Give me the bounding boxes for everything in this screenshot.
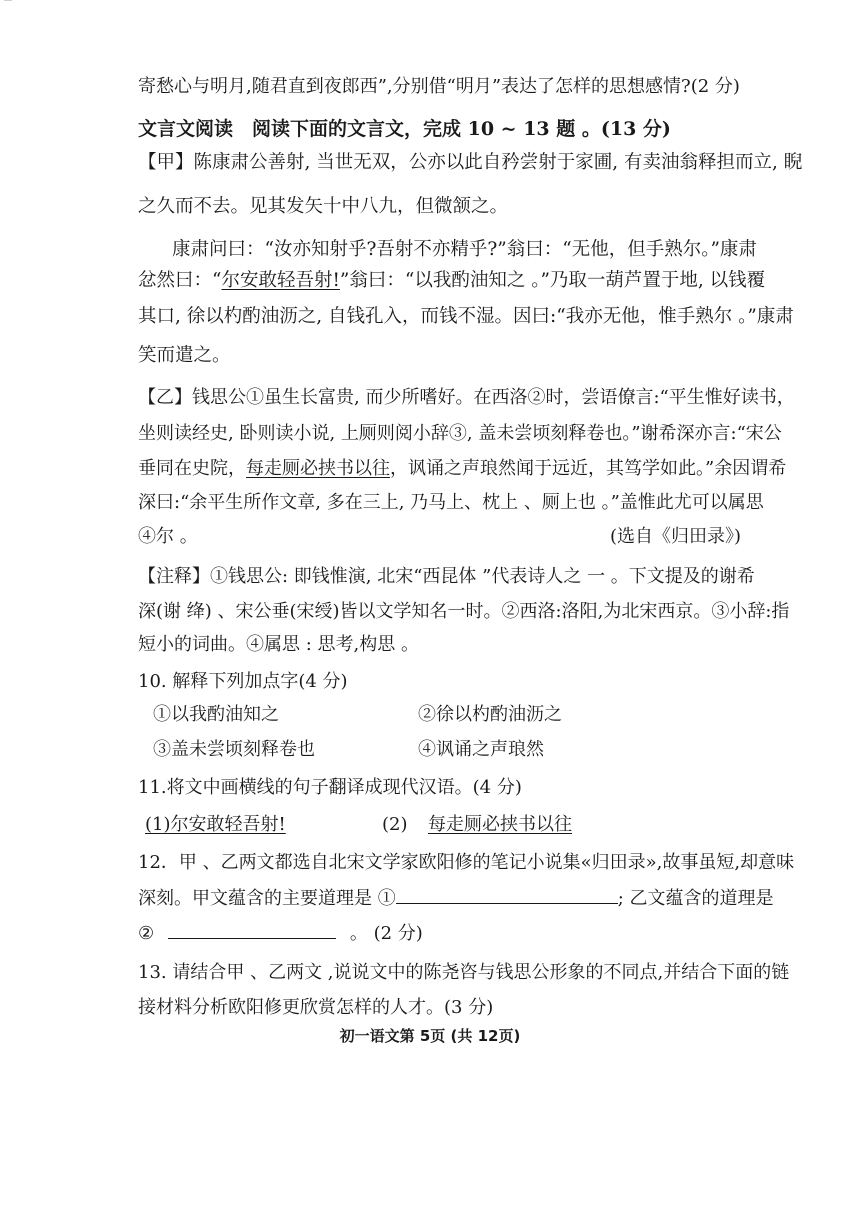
passage-jia-line-6: 笑而遣之。 — [138, 345, 231, 366]
passage-yi-line-2: 坐则读经史, 卧则读小说, 上厕则阅小辞③, 盖未尝顷刻释卷也。”谢希深亦言:“宋公 — [138, 423, 782, 444]
scan-mark — [4, 0, 12, 1]
text-segment: ，讽诵之声琅然闻于远近，其笃学如此。”余因谓希 — [390, 458, 787, 479]
question-13-line-1: 13. 请结合甲 、乙两文 ,说说文中的陈尧咨与钱思公形象的不同点,并结合下面的链 — [138, 962, 790, 983]
passage-yi-line-1: 【乙】钱思公①虽生长富贵, 而少所嗜好。在西洛②时，尝语僚言:“平生惟好读书， — [138, 387, 795, 408]
poem-question-line: 寄愁心与明月,随君直到夜郎西”,分别借“明月”表达了怎样的思想感情?(2 分) — [138, 76, 740, 97]
text-segment: 。 (2 分) — [349, 923, 423, 944]
question-10: 10. 解释下列加点字(4 分) — [138, 671, 348, 692]
question-10-item-2: ②徐以杓酌油沥之 — [418, 704, 562, 725]
question-12-line-2 — [138, 883, 774, 914]
annotation-line-1: 【注释】①钱思公: 即钱惟演, 北宋“西昆体 ”代表诗人之 一 。下文提及的谢希 — [138, 566, 755, 587]
text-segment: 垂同在史院， — [138, 458, 246, 479]
passage-yi-line-4: 深曰:“余平生所作文章, 多在三上, 乃马上、枕上 、厕上也 。”盖惟此尤可以属思 — [138, 492, 764, 513]
question-13-line-2: 接材料分析欧阳修更欣赏怎样的人才。(3 分) — [138, 997, 494, 1018]
question-12-line-1: 12．甲 、乙两文都选自北宋文学家欧阳修的笔记小说集«归田录»,故事虽短,却意味 — [138, 852, 795, 873]
question-10-item-3: ③盖未尝顷刻释卷也 — [153, 739, 315, 760]
passage-jia-line-3: 康肃问曰：“汝亦知射乎?吾射不亦精乎?”翁曰：“无他，但手熟尔。”康肃 — [172, 239, 757, 260]
question-10-item-4: ④讽诵之声琅然 — [418, 739, 544, 760]
answer-blank-1[interactable] — [396, 883, 618, 904]
passage-yi-line-3 — [138, 454, 786, 484]
answer-blank-2[interactable] — [168, 918, 336, 939]
passage-jia-line-4 — [138, 266, 765, 296]
question-11-item-1: (1)尔安敢轻吾射! — [145, 814, 286, 835]
passage-jia-line-2: 之久而不去。见其发矢十中八九，但微颔之。 — [138, 196, 509, 217]
section-heading: 文言文阅读 阅读下面的文言文，完成 10 ~ 13 题 。(13 分) — [138, 118, 671, 140]
text-segment: ② — [138, 923, 155, 944]
passage-yi-line-5: ④尔 。 — [138, 526, 198, 547]
underlined-sentence-2: 每走厕必挟书以往 — [246, 458, 390, 479]
question-11: 11.将文中画横线的句子翻译成现代汉语。(4 分) — [138, 777, 522, 798]
question-12-line-3 — [138, 918, 423, 949]
passage-source: (选自《归田录》) — [610, 526, 742, 547]
passage-jia-line-1: 【甲】陈康肃公善射, 当世无双，公亦以此自矜尝射于家圃, 有卖油翁释担而立, 睨 — [138, 152, 803, 173]
question-10-item-1: ①以我酌油知之 — [153, 704, 279, 725]
page-footer: 初一语文第 5页 (共 12页) — [339, 1027, 521, 1045]
text-segment: ; 乙文蕴含的道理是 — [617, 888, 774, 909]
annotation-line-2: 深(谢 绛) 、宋公垂(宋绶)皆以文学知名一时。②西洛:洛阳,为北宋西京。③小辞:指 — [138, 601, 790, 622]
text-segment: 忿然曰：“ — [138, 270, 222, 291]
text-segment: 深刻。甲文蕴含的主要道理是 ① — [138, 888, 396, 909]
question-11-item-2: 每走厕必挟书以往 — [428, 814, 572, 835]
annotation-line-3: 短小的词曲。④属思 : 思考,构思 。 — [138, 634, 419, 655]
question-11-item-2-number: (2) — [382, 814, 408, 835]
passage-jia-line-5: 其口, 徐以杓酌油沥之, 自钱孔入，而钱不湿。因曰:“我亦无他，惟手熟尔 。”康肃 — [138, 306, 794, 327]
text-segment: ”翁曰：“以我酌油知之 。”乃取一葫芦置于地, 以钱覆 — [339, 270, 766, 291]
underlined-sentence-1: 尔安敢轻吾射! — [221, 270, 340, 291]
